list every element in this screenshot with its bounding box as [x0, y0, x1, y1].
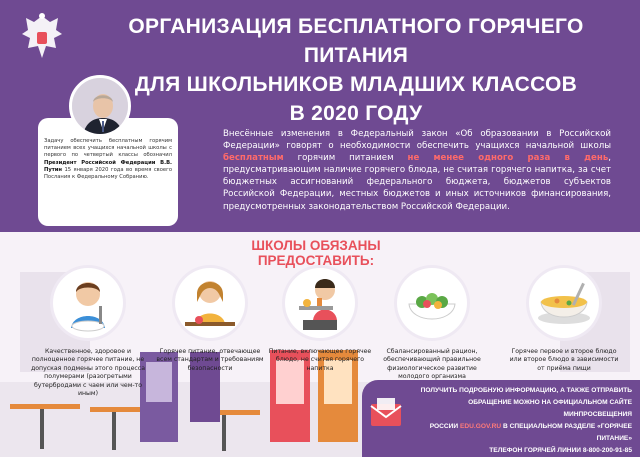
requirement-caption-1: Качественное, здоровое и полноценное горячее питание, не допуская подмены этого процесса полумерами (разогретыми бутербродами с чаем или чем-то иным) [30, 348, 146, 398]
requirement-item-1 [30, 268, 146, 398]
contact-info [404, 385, 632, 457]
quote-text-before: Задачу обеспечить бесплатным горячим питанием всех учащихся начальной школы с первого по четвертый классы обозначил [44, 138, 172, 159]
girl-at-table-icon [175, 268, 245, 338]
title-line-3: В 2020 ГОДУ [289, 102, 423, 125]
quote-author: Президент Российской Федерации В.В. Путин [44, 159, 172, 173]
contact-line-3-a: РОССИИ [429, 423, 460, 431]
requirement-item-3 [262, 268, 378, 373]
law-text-part-1: Внесённые изменения в Федеральный закон «Об образовании в Российской Федерации» говорят о необходимости обеспечить учащихся начальной школы [223, 129, 611, 152]
requirement-caption-3: Питание, включающее горячее блюдо, не считая горячего напитка [268, 348, 372, 372]
highlight-free: бесплатным [223, 153, 284, 164]
quote-text-after: 15 января 2020 года во время своего Послания к Федеральному Собранию. [44, 166, 172, 181]
requirement-caption-5: Горячее первое и второе блюдо или второе блюдо в зависимости от приёма пищи [509, 348, 619, 372]
edu-gov-link[interactable]: EDU.GOV.RU [460, 423, 502, 431]
law-description [223, 128, 611, 213]
hotline-phone: ТЕЛЕФОН ГОРЯЧЕЙ ЛИНИИ 8-800-200-91-85 [489, 447, 632, 455]
contact-line-1: ПОЛУЧИТЬ ПОДРОБНУЮ ИНФОРМАЦИЮ, А ТАКЖЕ ОТПРАВИТЬ [420, 387, 632, 394]
president-photo [69, 75, 131, 137]
tray-with-food-icon [285, 268, 355, 338]
title-line-1: ОРГАНИЗАЦИЯ БЕСПЛАТНОГО ГОРЯЧЕГО ПИТАНИЯ [128, 15, 584, 67]
law-text-part-2: горячим питанием [283, 153, 408, 164]
double-headed-eagle-emblem-icon [20, 12, 64, 64]
boy-eating-icon [53, 268, 123, 338]
contact-line-3 [404, 421, 632, 445]
title-line-2: ДЛЯ ШКОЛЬНИКОВ МЛАДШИХ КЛАССОВ [134, 73, 578, 96]
highlight-once-a-day: не менее одного раза в день [407, 153, 609, 164]
requirement-caption-4: Сбалансированный рацион, обеспечивающий правильное физиологическое развитие молодого организма [383, 348, 481, 381]
page-title [96, 12, 616, 128]
section-title: ШКОЛЫ ОБЯЗАНЫ ПРЕДОСТАВИТЬ: [251, 238, 381, 268]
requirement-item-4 [374, 268, 490, 382]
requirement-item-5 [506, 268, 622, 373]
soup-bowl-icon [529, 268, 599, 338]
envelope-icon [369, 398, 403, 428]
law-text-part-3: , предусматривающим наличие горячего блюда, не считая горячего напитка, за счет бюджетных ассигнований федерального бюджета, бюджетов субъектов Российской Федерации, местных бюджетов и иных источников финансирования, предусмотренных законодательством Российской Федерации. [223, 153, 611, 212]
requirement-item-2 [152, 268, 268, 373]
salad-bowl-icon [397, 268, 467, 338]
contact-line-3-b: В СПЕЦИАЛЬНОМ РАЗДЕЛЕ «ГОРЯЧЕЕ ПИТАНИЕ» [501, 423, 632, 443]
requirement-caption-2: Горячее питание, отвечающее всем стандартам и требованиям безопасности [156, 348, 264, 372]
contact-line-2: ОБРАЩЕНИЕ МОЖНО НА ОФИЦИАЛЬНОМ САЙТЕ МИНПРОСВЕЩЕНИЯ [468, 399, 632, 419]
